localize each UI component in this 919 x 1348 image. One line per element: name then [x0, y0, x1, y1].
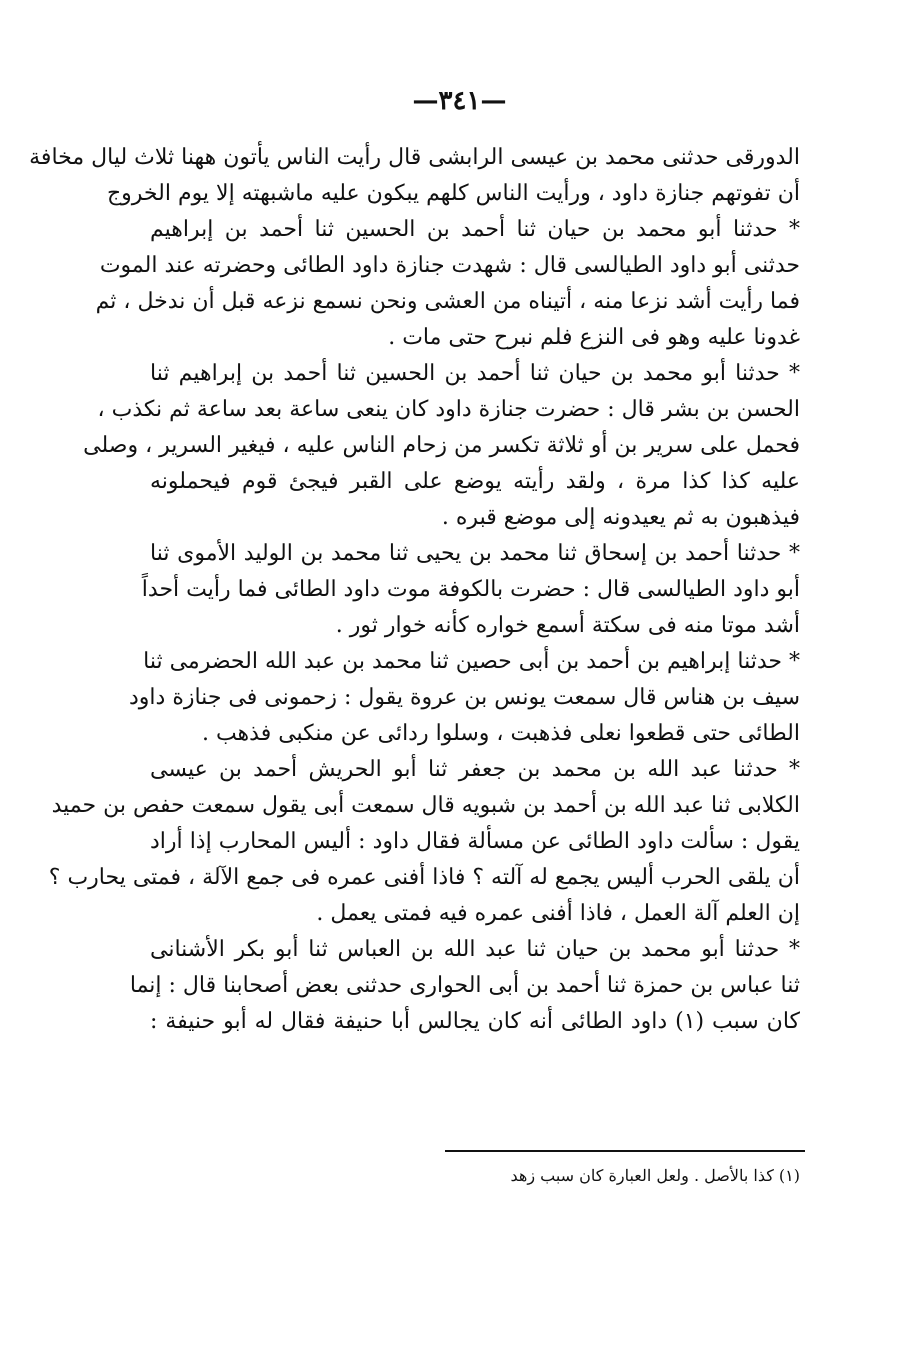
text-line: إن العلم آلة العمل ، فاذا أفنى عمره فيه فمتى يعمل . [316, 901, 800, 926]
text-line: فيذهبون به ثم يعيدونه إلى موضع قبره . [441, 505, 800, 530]
text-line: * حدثنا أبو محمد بن حيان ثنا أحمد بن الحسين ثنا أحمد بن إبراهيم ثنا [150, 361, 800, 386]
text-line: أن يلقى الحرب أليس يجمع له آلته ؟ فاذا أفنى عمره فى جمع الآلة ، فمتى يحارب ؟ [48, 865, 800, 890]
text-line: أشد موتا منه فى سكتة أسمع خواره كأنه خوار ثور . [335, 613, 800, 638]
text-line: الكلابى ثنا عبد الله بن أحمد بن شبويه قال سمعت أبى يقول سمعت حفص بن حميد [51, 793, 800, 818]
text-line: أبو داود الطيالسى قال : حضرت بالكوفة موت داود الطائى فما رأيت أحداً [141, 577, 800, 602]
text-line: غدونا عليه وهو فى النزع فلم نبرح حتى مات . [388, 325, 800, 350]
text-line: * حدثنا أبو محمد بن حيان ثنا عبد الله بن العباس ثنا أبو بكر الأشنانى [150, 937, 800, 962]
text-line: الدورقى حدثنى محمد بن عيسى الرابشى قال رأيت الناس يأتون ههنا ثلاث ليال مخافة [29, 145, 800, 170]
text-line: حدثنى أبو داود الطيالسى قال : شهدت جنازة داود الطائى وحضرته عند الموت [99, 253, 800, 278]
text-line: فحمل على سرير بن أو ثلاثة تكسر من زحام الناس عليه ، فيغير السرير ، وصلى [83, 433, 800, 458]
text-line: * حدثنا أبو محمد بن حيان ثنا أحمد بن الحسين ثنا أحمد بن إبراهيم [150, 217, 800, 242]
text-line: * حدثنا أحمد بن إسحاق ثنا محمد بن يحيى ثنا محمد بن الوليد الأموى ثنا [150, 541, 800, 566]
footnote-divider [445, 1150, 805, 1152]
text-line: أن تفوتهم جنازة داود ، ورأيت الناس كلهم يبكون عليه ماشبهته إلا يوم الخروج [106, 181, 800, 206]
text-line: يقول : سألت داود الطائى عن مسألة فقال داود : أليس المحارب إذا أراد [150, 829, 800, 854]
text-line: * حدثنا عبد الله بن محمد بن جعفر ثنا أبو الحريش أحمد بن عيسى [150, 757, 800, 782]
body-text [29, 140, 800, 1040]
text-line: الطائى حتى قطعوا نعلى فذهبت ، وسلوا ردائى عن منكبى فذهب . [201, 721, 800, 746]
text-line: فما رأيت أشد نزعا منه ، أتيناه من العشى ونحن نسمع نزعه قبل أن ندخل ، ثم [95, 289, 800, 314]
text-line: سيف بن هناس قال سمعت يونس بن عروة يقول : زحمونى فى جنازة داود [129, 685, 800, 710]
text-line: عليه كذا كذا مرة ، ولقد رأيته يوضع على القبر فيجئ قوم فيحملونه [150, 469, 800, 494]
text-line: * حدثنا إبراهيم بن أحمد بن أبى حصين ثنا محمد بن عبد الله الحضرمى ثنا [143, 649, 800, 674]
footnote: (١) كذا بالأصل . ولعل العبارة كان سبب زهد [510, 1166, 800, 1185]
text-line: ثنا عباس بن حمزة ثنا أحمد بن أبى الحوارى حدثنى بعض أصحابنا قال : إنما [129, 973, 800, 998]
text-line: الحسن بن بشر قال : حضرت جنازة داود كان ينعى ساعة بعد ساعة ثم نكذب ، [97, 397, 800, 422]
text-line: كان سبب (١) داود الطائى أنه كان يجالس أبا حنيفة فقال له أبو حنيفة : [150, 1009, 800, 1034]
page-number: —٣٤١— [412, 86, 507, 116]
